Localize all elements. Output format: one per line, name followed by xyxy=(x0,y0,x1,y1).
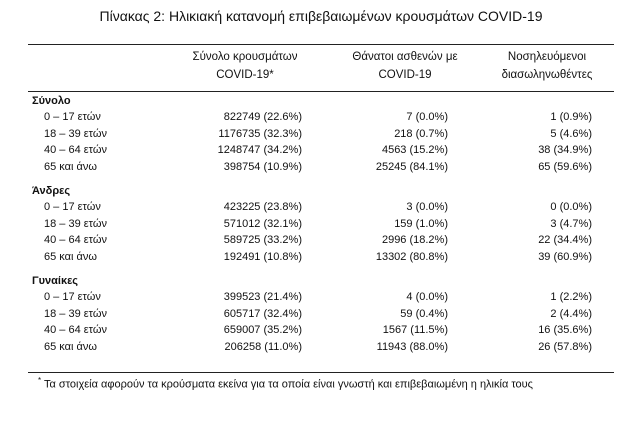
age-label: 40 – 64 ετών xyxy=(44,234,107,246)
deaths-cell: 1567 (11.5%) xyxy=(382,324,448,336)
footnote-marker: * xyxy=(38,376,42,385)
bottom-rule xyxy=(28,372,614,373)
cases-cell: 822749 (22.6%) xyxy=(223,111,302,123)
group-heading: Γυναίκες xyxy=(32,275,79,287)
table-row xyxy=(28,249,614,266)
deaths-cell: 4 (0.0%) xyxy=(406,291,448,303)
header-deaths-line1: Θάνατοι ασθενών με xyxy=(352,51,458,63)
deaths-cell: 7 (0.0%) xyxy=(406,111,448,123)
age-label: 65 και άνω xyxy=(44,340,97,353)
cases-cell: 571012 (32.1%) xyxy=(223,217,302,230)
header-cases-line1: Σύνολο κρουσμάτων xyxy=(192,51,298,63)
age-label: 65 και άνω xyxy=(44,250,97,263)
intubated-cell: 26 (57.8%) xyxy=(538,340,592,353)
group-heading: Σύνολο xyxy=(32,95,71,107)
deaths-cell: 4563 (15.2%) xyxy=(381,144,448,156)
age-label: 0 – 17 ετών xyxy=(44,111,101,123)
age-label: 40 – 64 ετών xyxy=(44,144,107,156)
header-deaths-line2: COVID-19 xyxy=(378,69,432,81)
cases-cell: 659007 (35.2%) xyxy=(223,324,302,336)
intubated-cell: 65 (59.6%) xyxy=(538,160,592,173)
cases-cell: 589725 (33.2%) xyxy=(223,234,302,246)
table-row xyxy=(28,199,614,216)
footnote xyxy=(38,376,533,391)
age-label: 0 – 17 ετών xyxy=(44,291,101,303)
intubated-cell: 39 (60.9%) xyxy=(538,250,592,263)
table-row xyxy=(28,322,614,339)
deaths-cell: 59 (0.4%) xyxy=(400,307,448,320)
cases-cell: 1248747 (34.2%) xyxy=(217,144,302,156)
intubated-cell: 16 (35.6%) xyxy=(538,324,592,336)
cases-cell: 398754 (10.9%) xyxy=(223,160,302,173)
deaths-cell: 159 (1.0%) xyxy=(394,217,448,230)
table-row xyxy=(28,339,614,356)
age-label: 0 – 17 ετών xyxy=(44,201,101,213)
table-row xyxy=(28,159,614,176)
cases-cell: 399523 (21.4%) xyxy=(223,291,302,303)
table-row xyxy=(28,126,614,143)
age-label: 18 – 39 ετών xyxy=(44,307,107,320)
age-label: 40 – 64 ετών xyxy=(44,324,107,336)
intubated-cell: 1 (0.9%) xyxy=(550,111,592,123)
cases-cell: 206258 (11.0%) xyxy=(224,340,302,353)
age-label: 18 – 39 ετών xyxy=(44,217,107,230)
header-deaths xyxy=(330,48,480,84)
table-row xyxy=(28,289,614,306)
intubated-cell: 5 (4.6%) xyxy=(550,127,592,140)
table-row xyxy=(28,142,614,159)
cases-cell: 605717 (32.4%) xyxy=(223,307,302,320)
age-label: 18 – 39 ετών xyxy=(44,127,107,140)
intubated-cell: 3 (4.7%) xyxy=(550,217,592,230)
intubated-cell: 0 (0.0%) xyxy=(550,201,592,213)
table-row xyxy=(28,306,614,323)
cases-cell: 192491 (10.8%) xyxy=(223,250,302,263)
table-title: Πίνακας 2: Ηλικιακή κατανομή επιβεβαιωμένων κρουσμάτων COVID-19 xyxy=(99,8,543,24)
intubated-cell: 1 (2.2%) xyxy=(550,291,592,303)
cases-cell: 423225 (23.8%) xyxy=(223,201,302,213)
table-row xyxy=(28,216,614,233)
intubated-cell: 2 (4.4%) xyxy=(550,307,592,320)
intubated-cell: 22 (34.4%) xyxy=(538,234,592,246)
group-heading: Άνδρες xyxy=(32,185,71,197)
deaths-cell: 13302 (80.8%) xyxy=(375,250,448,263)
deaths-cell: 25245 (84.1%) xyxy=(375,160,448,173)
header-cases-line2: COVID-19* xyxy=(216,69,274,81)
header-rule xyxy=(28,91,614,92)
deaths-cell: 2996 (18.2%) xyxy=(381,234,448,246)
table-row xyxy=(28,109,614,126)
footnote-text: Τα στοιχεία αφορούν τα κρούσματα εκείνα για τα οποία είναι γνωστή και επιβεβαιωμένη η ηλικία τους xyxy=(43,378,533,391)
header-intubated xyxy=(482,48,612,84)
header-cases xyxy=(180,48,310,84)
deaths-cell: 218 (0.7%) xyxy=(394,127,448,140)
table-body xyxy=(28,93,614,355)
header-intubated-line1: Νοσηλευόμενοι xyxy=(507,51,587,63)
header-intubated-line2: διασωληνωθέντες xyxy=(501,69,593,81)
table-row xyxy=(28,232,614,249)
cases-cell: 1176735 (32.3%) xyxy=(218,127,302,140)
intubated-cell: 38 (34.9%) xyxy=(538,144,592,156)
age-label: 65 και άνω xyxy=(44,160,97,173)
top-rule xyxy=(28,44,614,45)
deaths-cell: 11943 (88.0%) xyxy=(376,340,448,353)
deaths-cell: 3 (0.0%) xyxy=(406,201,448,213)
